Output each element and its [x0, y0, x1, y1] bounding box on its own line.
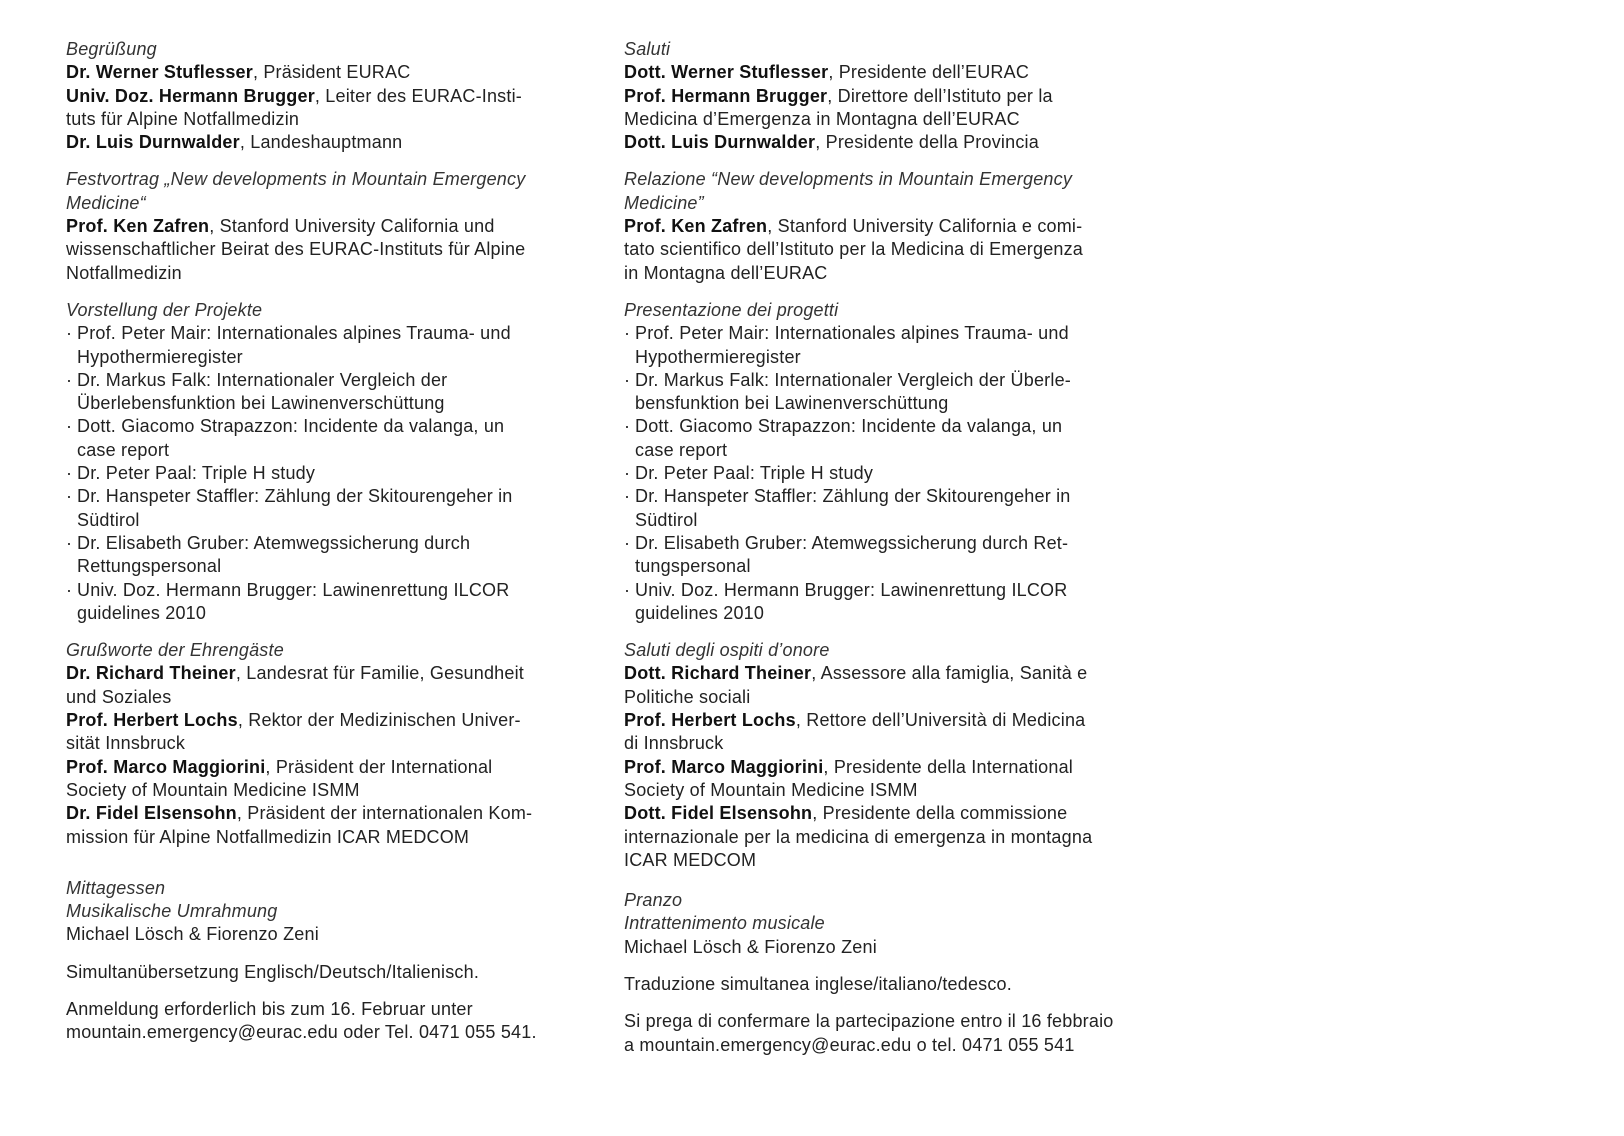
- list-item: · Univ. Doz. Hermann Brugger: Lawinenrettung ILCOR guidelines 2010: [624, 579, 1068, 623]
- list-item: · Dr. Markus Falk: Internationaler Vergleich der Überlebensfunktion bei Lawinenverschüttung: [66, 369, 448, 414]
- speaker-line: Prof. Marco Maggiorini, Präsident der International: [66, 756, 493, 777]
- speaker-line: Dr. Fidel Elsensohn, Präsident der internationalen Kom-: [66, 803, 533, 824]
- speaker-line: wissenschaftlicher Beirat des EURAC-Instituts für Alpine: [66, 239, 526, 260]
- registration-contact: mountain.emergency@eurac.edu oder Tel. 0471 055 541.: [66, 1022, 537, 1043]
- speaker-line: Prof. Ken Zafren, Stanford University California und: [66, 216, 495, 237]
- speaker-line: Prof. Herbert Lochs, Rettore dell’Università di Medicina: [624, 710, 1086, 731]
- list-item: · Dott. Giacomo Strapazzon: Incidente da valanga, un case report: [66, 416, 505, 460]
- registration-contact: a mountain.emergency@eurac.edu o tel. 0471 055 541: [624, 1034, 1075, 1055]
- section-heading: Musikalische Umrahmung: [66, 901, 278, 922]
- section-registration: [66, 998, 596, 1045]
- speaker-line: Dott. Werner Stuflesser, Presidente dell’EURAC: [624, 62, 1030, 83]
- speaker-line: tuts für Alpine Notfallmedizin: [66, 108, 300, 129]
- list-item: · Dr. Elisabeth Gruber: Atemwegssicherung durch Ret- tungspersonal: [624, 532, 1069, 577]
- list-item: · Dr. Peter Paal: Triple H study: [624, 463, 874, 484]
- speaker-line: Prof. Marco Maggiorini, Presidente della International: [624, 756, 1073, 777]
- section-heading: Saluti: [624, 39, 671, 59]
- section-heading: Saluti degli ospiti d’onore: [624, 640, 830, 661]
- musicians: Michael Lösch & Fiorenzo Zeni: [624, 936, 877, 957]
- speaker-line: Politiche sociali: [624, 686, 751, 707]
- list-item: · Dott. Giacomo Strapazzon: Incidente da valanga, un case report: [624, 416, 1063, 460]
- speaker-line: ICAR MEDCOM: [624, 849, 757, 870]
- list-item: · Dr. Hanspeter Staffler: Zählung der Skitourengeher in Südtirol: [66, 486, 513, 530]
- speaker-line: in Montagna dell’EURAC: [624, 262, 828, 283]
- speaker-line: und Soziales: [66, 686, 172, 707]
- translation-note: Simultanübersetzung Englisch/Deutsch/Italienisch.: [66, 961, 480, 982]
- section-welcome: [66, 38, 596, 154]
- section-heading: Grußworte der Ehrengäste: [66, 640, 284, 661]
- section-heading: Mittagessen: [66, 877, 166, 898]
- section-heading: Vorstellung der Projekte: [66, 299, 263, 320]
- speaker-line: Dr. Werner Stuflesser, Präsident EURAC: [66, 62, 411, 83]
- section-translation: [624, 973, 1154, 996]
- speaker-line: mission für Alpine Notfallmedizin ICAR MEDCOM: [66, 826, 470, 847]
- section-heading: Begrüßung: [66, 39, 157, 59]
- section-heading: Presentazione dei progetti: [624, 299, 839, 320]
- speaker-line: Notfallmedizin: [66, 262, 182, 283]
- registration-note: Si prega di confermare la partecipazione entro il 16 febbraio: [624, 1011, 1114, 1032]
- speaker-line: Univ. Doz. Hermann Brugger, Leiter des EURAC-Insti-: [66, 85, 522, 106]
- section-heading: Medicine”: [624, 192, 704, 213]
- section-lunch: [66, 877, 596, 947]
- speaker-line: Dott. Fidel Elsensohn, Presidente della commissione: [624, 803, 1068, 824]
- list-item: · Dr. Markus Falk: Internationaler Vergleich der Überle- bensfunktion bei Lawinenverschüttung: [624, 369, 1071, 414]
- section-heading: Pranzo: [624, 890, 683, 911]
- column-italian: [624, 38, 1154, 1071]
- speaker-line: Dott. Richard Theiner, Assessore alla famiglia, Sanità e: [624, 663, 1088, 684]
- list-item: · Univ. Doz. Hermann Brugger: Lawinenrettung ILCOR guidelines 2010: [66, 579, 510, 623]
- section-projects: [624, 299, 1154, 625]
- list-item: · Dr. Elisabeth Gruber: Atemwegssicherung durch Rettungspersonal: [66, 532, 471, 577]
- speaker-line: Society of Mountain Medicine ISMM: [624, 779, 918, 800]
- musicians: Michael Lösch & Fiorenzo Zeni: [66, 924, 319, 945]
- translation-note: Traduzione simultanea inglese/italiano/tedesco.: [624, 973, 1012, 994]
- section-keynote: [66, 168, 596, 284]
- section-welcome: [624, 38, 1154, 154]
- list-item: · Prof. Peter Mair: Internationales alpines Trauma- und Hypothermieregister: [624, 323, 1069, 367]
- speaker-line: sität Innsbruck: [66, 733, 186, 754]
- speaker-line: Dr. Richard Theiner, Landesrat für Familie, Gesundheit: [66, 663, 524, 684]
- list-item: · Dr. Hanspeter Staffler: Zählung der Skitourengeher in Südtirol: [624, 486, 1071, 530]
- section-registration: [624, 1010, 1154, 1057]
- section-heading: Medicine“: [66, 192, 146, 213]
- speaker-line: tato scientifico dell’Istituto per la Medicina di Emergenza: [624, 239, 1084, 260]
- speaker-line: Dr. Luis Durnwalder, Landeshauptmann: [66, 132, 403, 153]
- section-heading: Festvortrag „New developments in Mountain Emergency: [66, 169, 526, 190]
- section-projects: [66, 299, 596, 625]
- section-heading: Intrattenimento musicale: [624, 913, 825, 934]
- section-guests: [624, 639, 1154, 872]
- registration-note: Anmeldung erforderlich bis zum 16. Februar unter: [66, 998, 473, 1019]
- speaker-line: di Innsbruck: [624, 733, 724, 754]
- section-guests: [66, 639, 596, 849]
- section-lunch: [624, 889, 1154, 959]
- column-german: [66, 38, 596, 1059]
- speaker-line: internazionale per la medicina di emergenza in montagna: [624, 826, 1093, 847]
- list-item: · Dr. Peter Paal: Triple H study: [66, 463, 316, 484]
- speaker-line: Dott. Luis Durnwalder, Presidente della Provincia: [624, 132, 1039, 153]
- section-heading: Relazione “New developments in Mountain Emergency: [624, 169, 1073, 190]
- section-keynote: [624, 168, 1154, 284]
- speaker-line: Prof. Herbert Lochs, Rektor der Medizinischen Univer-: [66, 710, 521, 731]
- speaker-line: Prof. Hermann Brugger, Direttore dell’Istituto per la: [624, 85, 1053, 106]
- speaker-line: Society of Mountain Medicine ISMM: [66, 779, 360, 800]
- list-item: · Prof. Peter Mair: Internationales alpines Trauma- und Hypothermieregister: [66, 323, 511, 367]
- speaker-line: Prof. Ken Zafren, Stanford University California e comi-: [624, 216, 1083, 237]
- speaker-line: Medicina d’Emergenza in Montagna dell’EURAC: [624, 108, 1020, 129]
- section-translation: [66, 961, 596, 984]
